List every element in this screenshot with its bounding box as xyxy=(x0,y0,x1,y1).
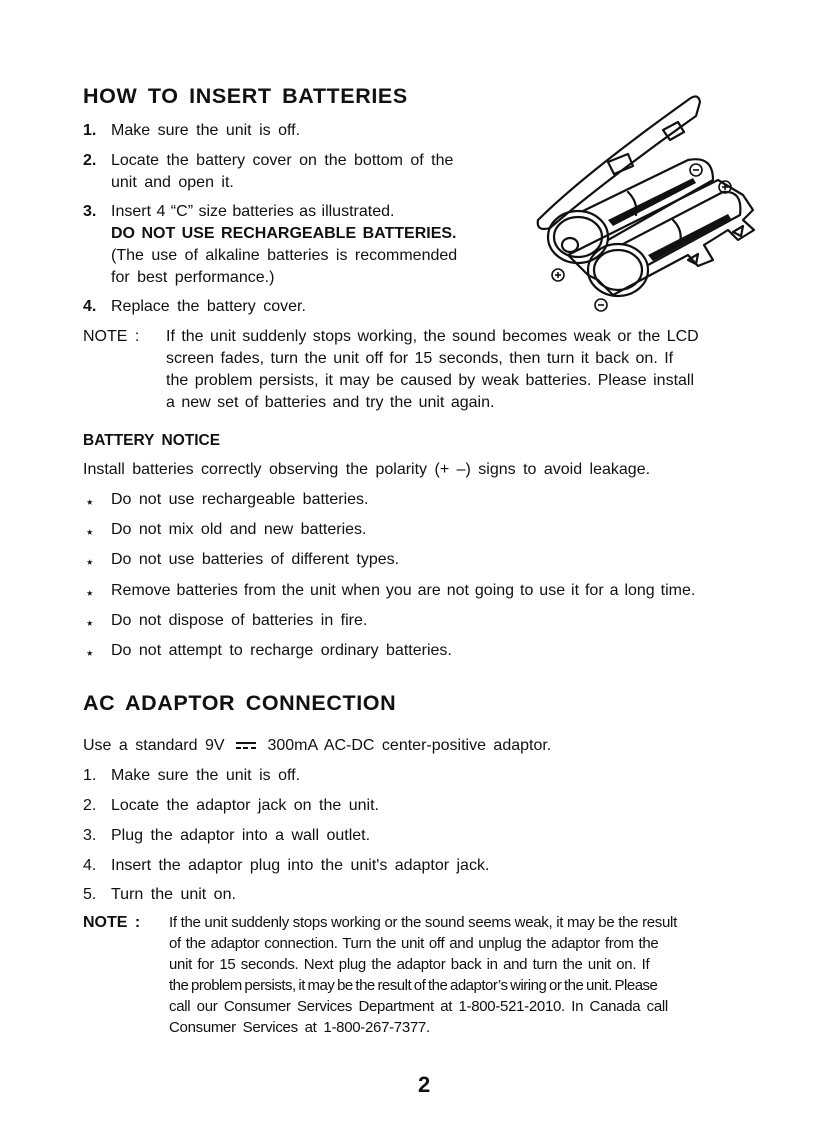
note-text: of the adaptor connection. Turn the unit off and unplug the adaptor from the xyxy=(169,935,659,952)
adaptor-spec xyxy=(83,737,551,755)
adaptor-spec-text: Use a standard 9V xyxy=(83,737,225,754)
note-label: NOTE : xyxy=(83,328,140,345)
section-title-ac-adaptor: AC ADAPTOR CONNECTION xyxy=(83,691,397,715)
step-text: Replace the battery cover. xyxy=(111,298,306,315)
step-number: 2. xyxy=(83,152,97,169)
bullet-star-icon: ⋆ xyxy=(86,495,94,509)
step-text: Make sure the unit is off. xyxy=(111,767,301,784)
step-number: 1. xyxy=(83,122,97,139)
note-text: unit for 15 seconds. Next plug the adaptor back in and turn the unit on. If xyxy=(169,956,650,973)
step-text: Turn the unit on. xyxy=(111,886,236,903)
step-number: 2. xyxy=(83,797,97,814)
notice-item: Do not use rechargeable batteries. xyxy=(111,491,369,508)
step-number: 3. xyxy=(83,827,97,844)
step-number: 4. xyxy=(83,857,97,874)
note-text: the problem persists, it may be the result of the adaptor’s wiring or the unit. Please xyxy=(169,977,658,994)
note-text: If the unit suddenly stops working or the sound seems weak, it may be the result xyxy=(169,914,677,931)
step-text: Plug the adaptor into a wall outlet. xyxy=(111,827,371,844)
notice-item: Remove batteries from the unit when you are not going to use it for a long time. xyxy=(111,582,696,599)
note-text: call our Consumer Services Department at 1-800-521-2010. In Canada call xyxy=(169,998,668,1015)
section-title-insert-batteries: HOW TO INSERT BATTERIES xyxy=(83,84,408,108)
step-number: 3. xyxy=(83,203,97,220)
notice-item: Do not dispose of batteries in fire. xyxy=(111,612,368,629)
battery-notice-title: BATTERY NOTICE xyxy=(83,432,221,449)
bullet-star-icon: ⋆ xyxy=(86,555,94,569)
note-text: screen fades, turn the unit off for 15 seconds, then turn it back on. If xyxy=(166,350,674,367)
bullet-star-icon: ⋆ xyxy=(86,646,94,660)
bullet-star-icon: ⋆ xyxy=(86,616,94,630)
step-text: unit and open it. xyxy=(111,174,234,191)
note-label: NOTE : xyxy=(83,914,141,931)
notice-item: Do not attempt to recharge ordinary batteries. xyxy=(111,642,452,659)
battery-notice-intro: Install batteries correctly observing the polarity (+ –) signs to avoid leakage. xyxy=(83,461,651,478)
battery-cover-icon xyxy=(538,96,700,229)
notice-item: Do not use batteries of different types. xyxy=(111,551,400,568)
step-text: (The use of alkaline batteries is recommended xyxy=(111,247,458,264)
dc-symbol-icon xyxy=(236,741,256,751)
step-text: for best performance.) xyxy=(111,269,275,286)
bullet-star-icon: ⋆ xyxy=(86,525,94,539)
page-number: 2 xyxy=(418,1072,431,1097)
step-text: Insert 4 “C” size batteries as illustrated. xyxy=(111,203,395,220)
step-number: 4. xyxy=(83,298,97,315)
adaptor-spec-text: 300mA AC-DC center-positive adaptor. xyxy=(267,737,552,754)
step-text: Locate the adaptor jack on the unit. xyxy=(111,797,379,814)
step-text: Make sure the unit is off. xyxy=(111,122,301,139)
note-text: Consumer Services at 1-800-267-7377. xyxy=(169,1019,430,1036)
battery-compartment-illustration xyxy=(528,80,798,320)
step-number: 5. xyxy=(83,886,97,903)
note-text: the problem persists, it may be caused by weak batteries. Please install xyxy=(166,372,695,389)
notice-item: Do not mix old and new batteries. xyxy=(111,521,367,538)
warning-text: DO NOT USE RECHARGEABLE BATTERIES. xyxy=(111,225,457,242)
step-number: 1. xyxy=(83,767,97,784)
bullet-star-icon: ⋆ xyxy=(86,586,94,600)
note-text: a new set of batteries and try the unit again. xyxy=(166,394,495,411)
note-text: If the unit suddenly stops working, the sound becomes weak or the LCD xyxy=(166,328,699,345)
step-text: Locate the battery cover on the bottom of the xyxy=(111,152,454,169)
step-text: Insert the adaptor plug into the unit's adaptor jack. xyxy=(111,857,490,874)
